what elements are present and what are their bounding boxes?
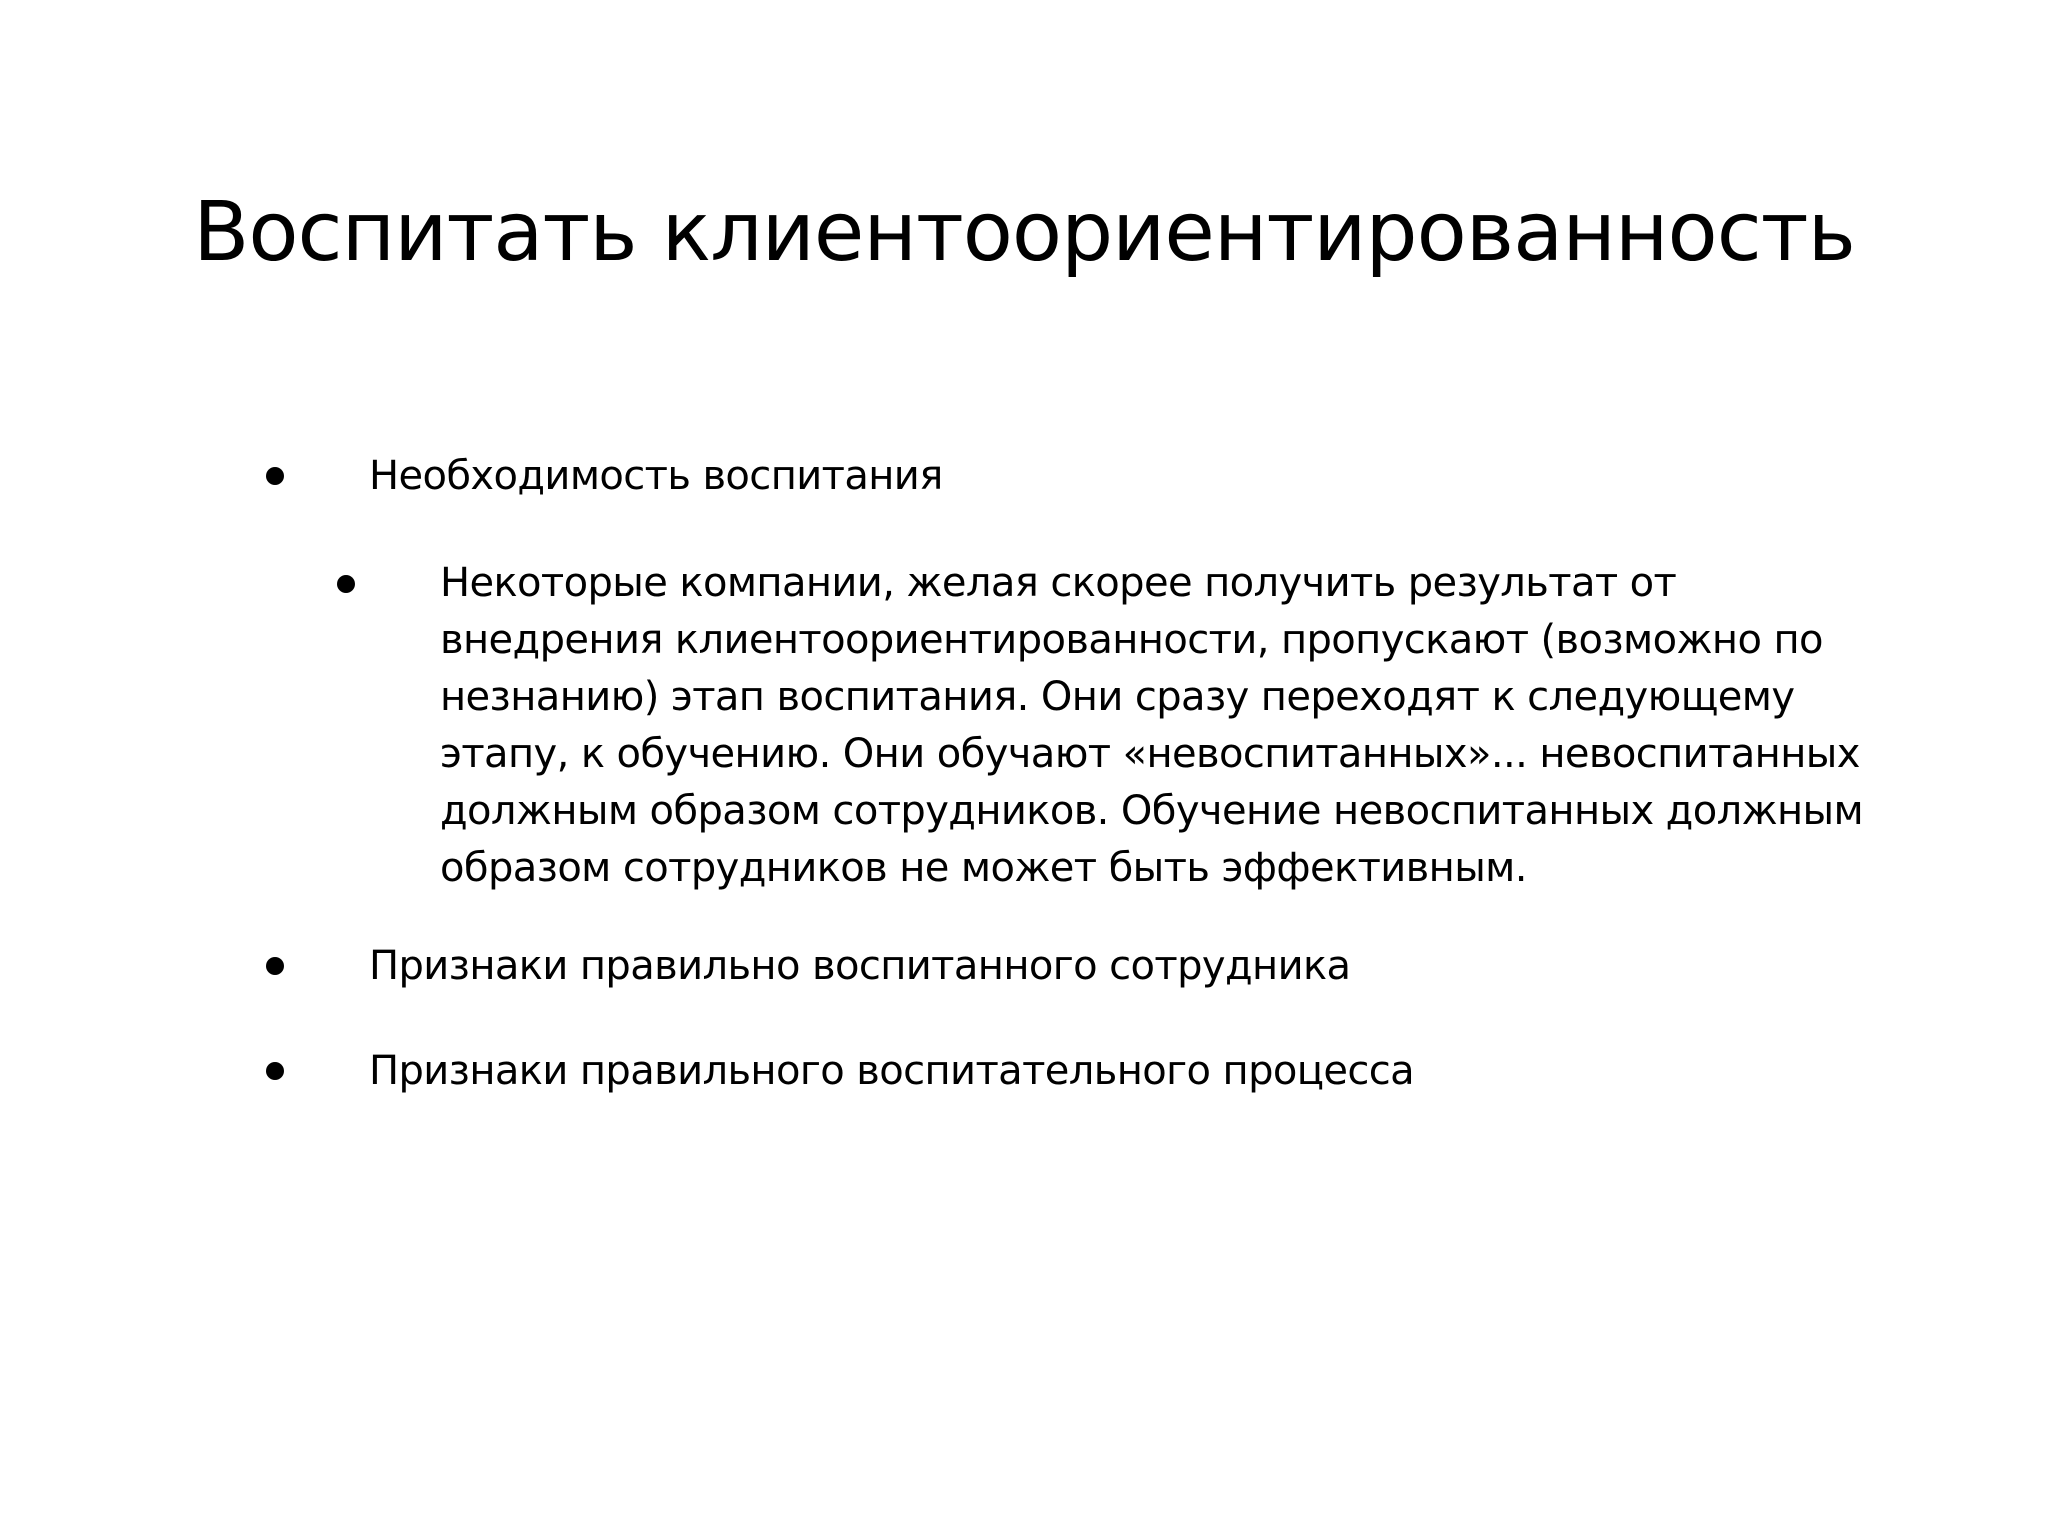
bullet-item-3 [266, 1043, 1414, 1099]
bullet-item-1 [266, 448, 943, 504]
bullet-text: Признаки правильно воспитанного сотрудника [369, 943, 1351, 989]
sub-bullet-paragraph [440, 555, 1863, 897]
bullet-text: Необходимость воспитания [369, 453, 943, 499]
bullet-dot-icon [266, 467, 284, 485]
bullet-dot-icon [337, 575, 355, 593]
paragraph-line: Некоторые компании, желая скорее получить результат от [440, 560, 1677, 606]
paragraph-line: этапу, к обучению. Они обучают «невоспитанных»... невоспитанных [440, 731, 1860, 777]
paragraph-line: образом сотрудников не может быть эффективным. [440, 845, 1527, 891]
paragraph-line: должным образом сотрудников. Обучение невоспитанных должным [440, 788, 1864, 834]
bullet-dot-icon [266, 957, 284, 975]
bullet-dot-icon [266, 1062, 284, 1080]
bullet-item-2 [266, 938, 1350, 994]
slide-title: Воспитать клиентоориентированность [193, 185, 1855, 280]
sub-bullet-item-1 [337, 555, 1863, 897]
paragraph-line: незнанию) этап воспитания. Они сразу переходят к следующему [440, 674, 1795, 720]
bullet-text: Признаки правильного воспитательного процесса [369, 1048, 1415, 1094]
paragraph-line: внедрения клиентоориентированности, пропускают (возможно по [440, 617, 1823, 663]
